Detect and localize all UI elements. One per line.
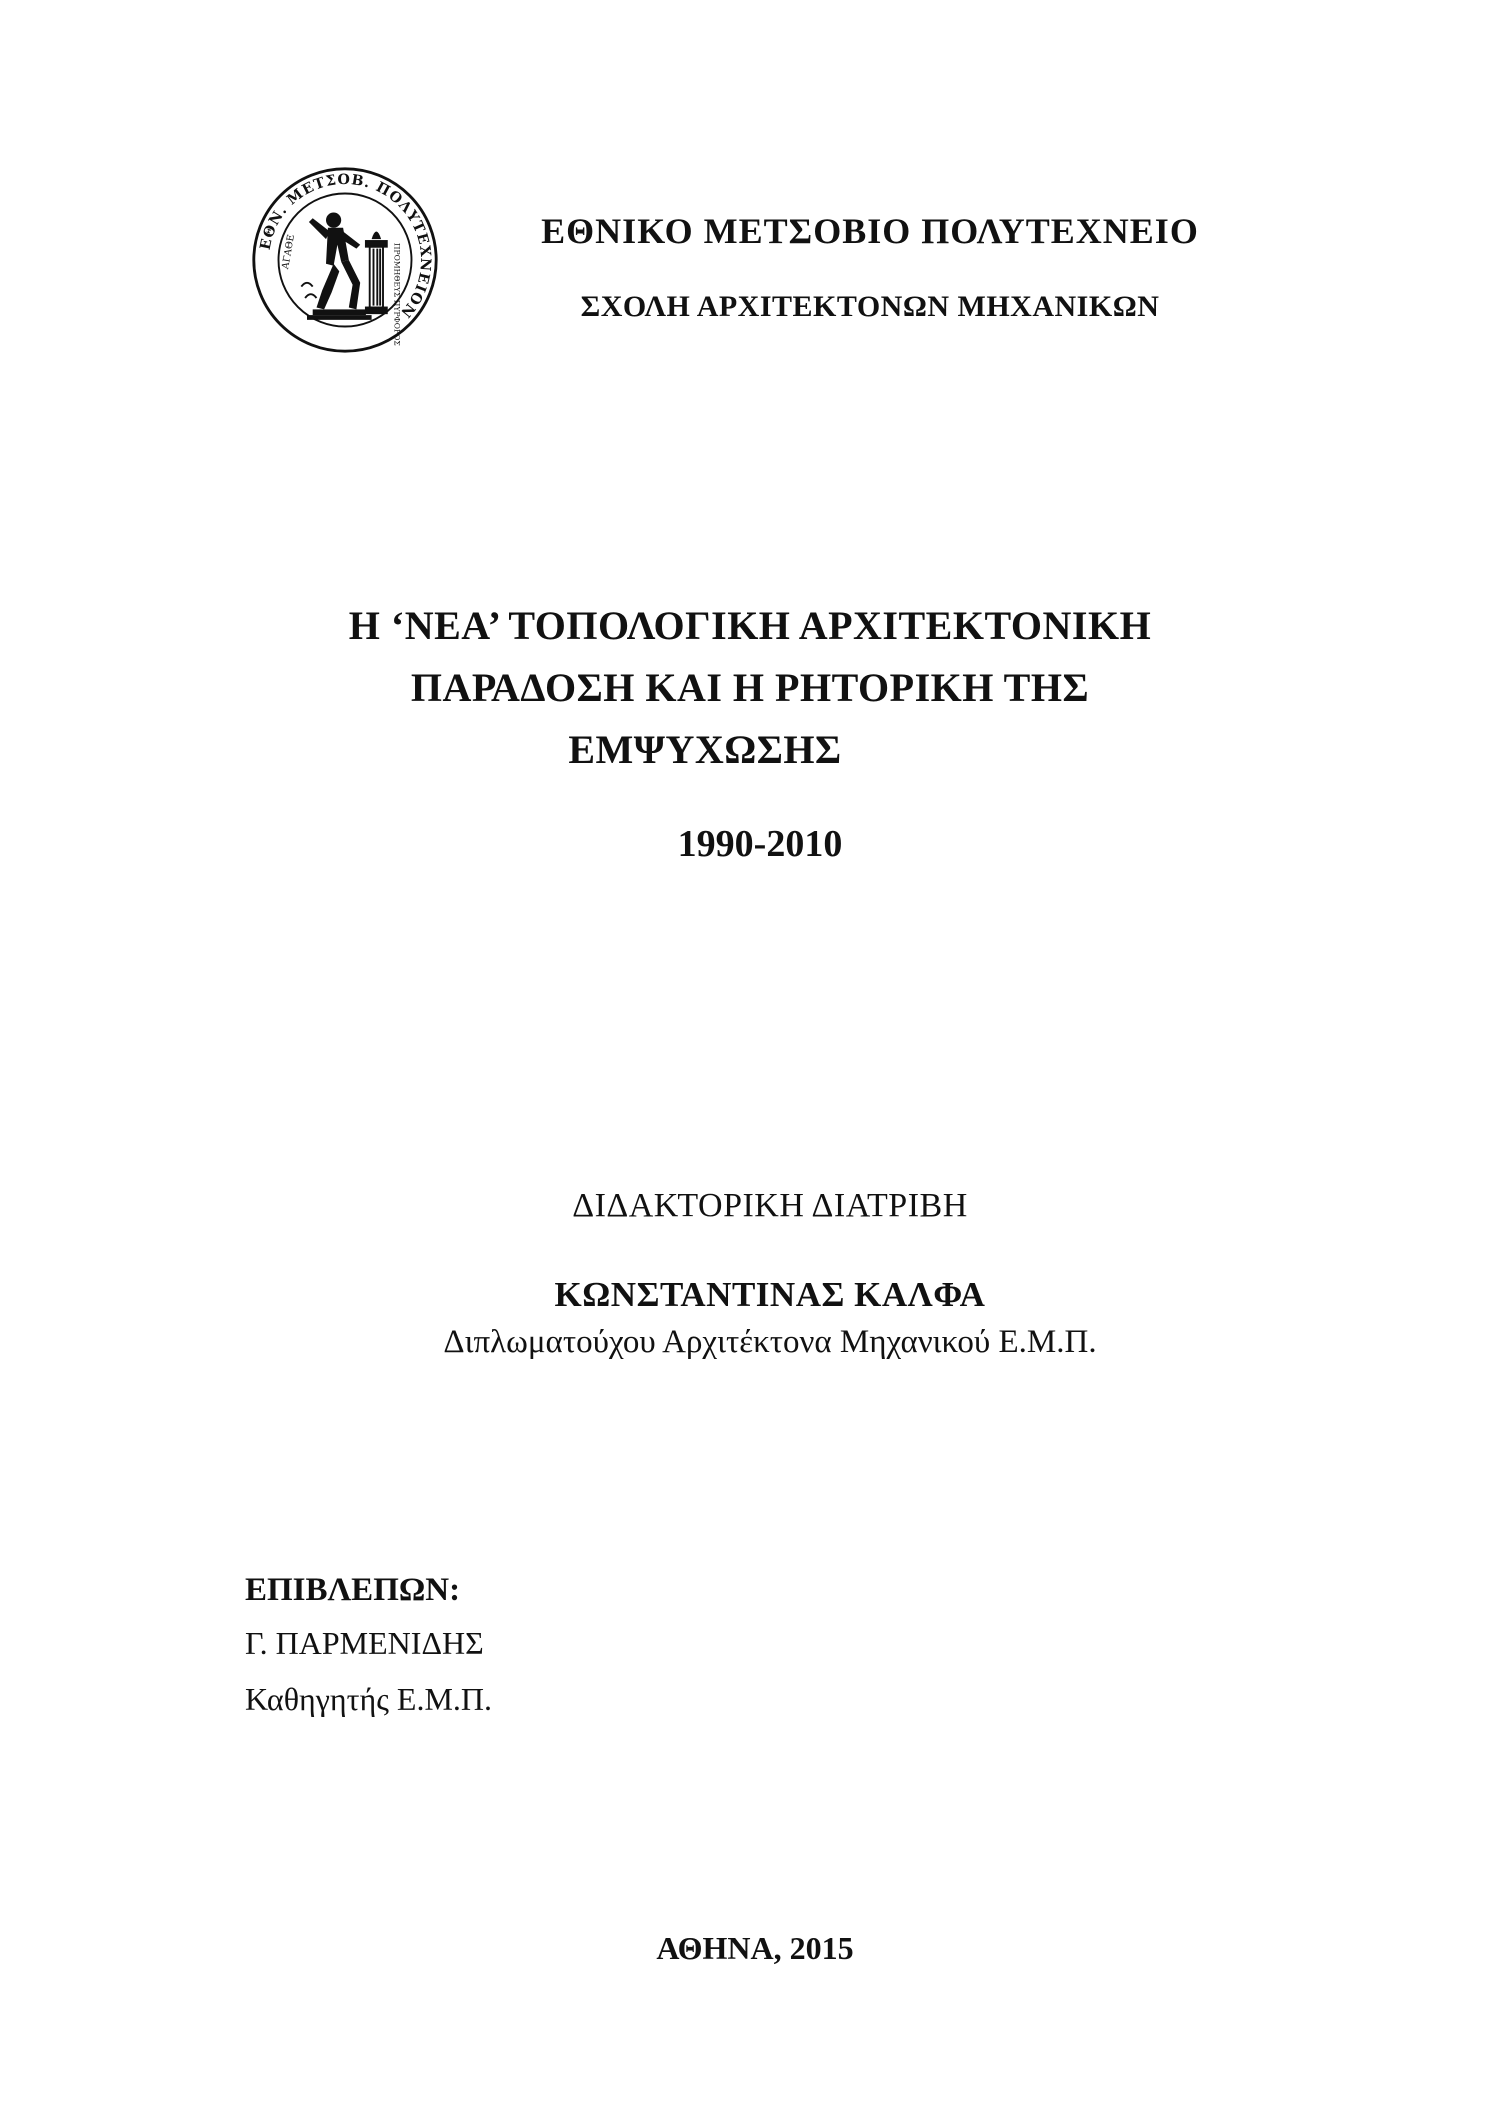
- supervisor-role: Καθηγητής Ε.Μ.Π.: [245, 1681, 492, 1717]
- seal-icon: [250, 165, 440, 355]
- seal-ring-text: ΕΘΝ. ΜΕΤΣΟΒ. ΠΟΛΥΤΕΧΝΕΙΟΝ: [257, 171, 434, 321]
- supervisor-label: ΕΠΙΒΛΕΠΩΝ:: [245, 1572, 461, 1608]
- thesis-title-line-2: ΠΑΡΑΔΟΣΗ ΚΑΙ Η ΡΗΤΟΡΙΚΗ ΤΗΣ: [410, 665, 1090, 710]
- seal-right-text: ΠΡΟΜΗΘΕΥΣ ΠΥΡΦΟΡΟΣ: [392, 242, 402, 346]
- supervisor-name: Γ. ΠΑΡΜΕΝΙΔΗΣ: [245, 1625, 484, 1661]
- thesis-years: 1990-2010: [677, 823, 843, 865]
- seal-left-text: ΑΓΑΘΕ: [280, 233, 298, 271]
- author-name: ΚΩΝΣΤΑΝΤΙΝΑΣ ΚΑΛΦΑ: [554, 1275, 986, 1314]
- supervisor-block: [245, 1565, 945, 1727]
- author-degree: Διπλωματούχου Αρχιτέκτονα Μηχανικού Ε.Μ.Π.: [443, 1324, 1097, 1360]
- university-name: ΕΘΝΙΚΟ ΜΕΤΣΟΒΙΟ ΠΟΛΥΤΕΧΝΕΙΟ: [541, 211, 1199, 251]
- place-date: ΑΘΗΝΑ, 2015: [656, 1930, 854, 1966]
- thesis-title-line-1: Η ‘ΝΕΑ’ ΤΟΠΟΛΟΓΙΚΗ ΑΡΧΙΤΕΚΤΟΝΙΚΗ: [348, 603, 1152, 648]
- thesis-title: [200, 595, 1300, 781]
- thesis-title-line-3: ΕΜΨΥΧΩΣΗΣ: [568, 727, 842, 772]
- school-name: ΣΧΟΛΗ ΑΡΧΙΤΕΚΤΟΝΩΝ ΜΗΧΑΝΙΚΩΝ: [580, 290, 1160, 323]
- thesis-type: ΔΙΔΑΚΤΟΡΙΚΗ ΔΙΑΤΡΙΒΗ: [572, 1187, 968, 1224]
